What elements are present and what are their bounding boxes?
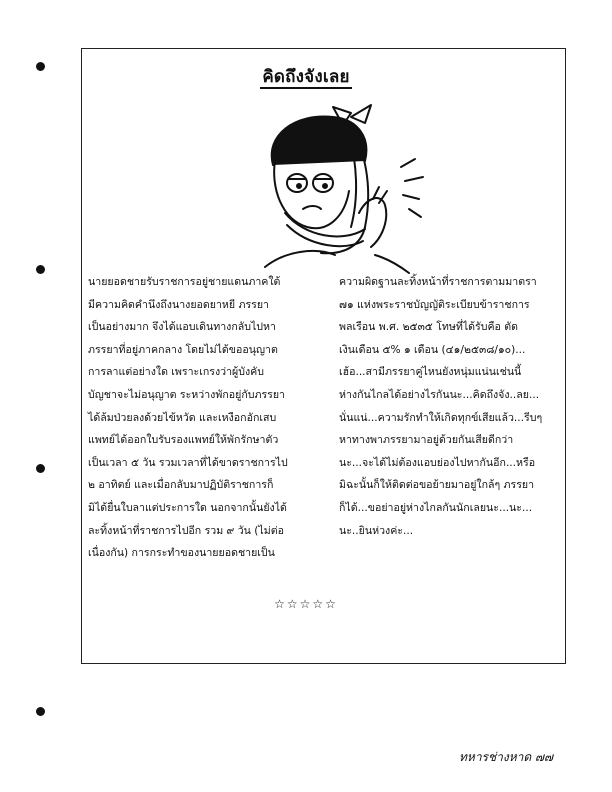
article-line: เฮ้อ...สามีภรรยาคู่ไหนยังหนุ่มแน่นเช่นนี้ — [339, 366, 522, 379]
article-line: ๗๑ แห่งพระราชบัญญัติระเบียบข้าราชการ — [339, 298, 530, 311]
article-line: ละทิ้งหน้าที่ราชการไปอีก รวม ๙ วัน (ไม่ต่อ — [88, 524, 284, 537]
article-line: มิฉะนั้นก็ให้ติดต่อขอย้ายมาอยู่ใกล้ๆ ภรรยา — [339, 479, 535, 492]
article-line: นายยอดชายรับราชการอยู่ชายแดนภาคใต้ — [88, 276, 281, 288]
article-line: ห่างกันไกลได้อย่างไรกันนะ...คิดถึงจัง..ลย... — [339, 388, 540, 401]
article-line: การลาแต่อย่างใด เพราะเกรงว่าผู้บังคับ — [88, 366, 264, 379]
article-line: ความผิดฐานละทิ้งหน้าที่ราชการตามมาตรา — [339, 276, 537, 288]
article-line: แพทย์ได้ออกใบรับรองแพทย์ให้พักรักษาตัว — [88, 434, 279, 447]
article-line: หาทางพาภรรยามาอยู่ด้วยกันเสียดีกว่า — [339, 434, 514, 447]
page-footer: ทหารช่างหาด ๗๗ — [459, 750, 554, 764]
article-left-column — [88, 271, 318, 565]
article-line: ก็ได้...ขอย่าอยู่ห่างไกลกันนักเลยนะ...นะ... — [339, 501, 533, 514]
article-line: เนื่องกัน) การกระทำของนายยอดชายเป็น — [88, 547, 275, 560]
binder-hole — [36, 464, 45, 473]
toothache-cartoon-icon — [225, 87, 445, 277]
article-line: มีความคิดคำนึงถึงนางยอดยาหยี ภรรยา — [88, 298, 269, 311]
article-line: มิได้ยื่นใบลาแต่ประการใด นอกจากนั้นยังได้ — [88, 501, 287, 514]
article-line: ภรรยาที่อยู่ภาคกลาง โดยไม่ได้ขออนุญาต — [88, 343, 278, 356]
binder-hole — [36, 707, 45, 716]
article-title — [0, 63, 612, 90]
article-line: นะ..ยินห่วงค่ะ... — [339, 524, 414, 537]
article-line: ๒ อาทิตย์ และเมื่อกลับมาปฏิบัติราชการก็ — [88, 479, 274, 492]
article-right-column — [339, 271, 563, 542]
article-line: นะ...จะได้ไม่ต้องแอบย่องไปหากันอีก...หรือ — [339, 456, 536, 469]
article-line: เป็นอย่างมาก จึงได้แอบเดินทางกลับไปหา — [88, 321, 276, 334]
binder-hole — [36, 265, 45, 274]
article-line: นั่นแน่...ความรักทำให้เกิดทุกข์เสียแล้ว...รีบๆ — [339, 411, 543, 424]
article-line: เงินเดือน ๕% ๑ เดือน (๔๑/๒๕๓๘/๑๐)... — [339, 343, 526, 356]
article-title-text: คิดถึงจังเลย — [262, 67, 350, 87]
article-line: บัญชาจะไม่อนุญาต ระหว่างพักอยู่กับภรรยา — [88, 388, 285, 401]
section-separator: ☆☆☆☆☆ — [274, 597, 338, 611]
article-line: พลเรือน พ.ศ. ๒๕๓๕ โทษที่ได้รับคือ ตัด — [339, 321, 519, 334]
article-line: ได้ล้มป่วยลงด้วยไข้หวัด และเหงือกอักเสบ — [88, 411, 277, 424]
article-line: เป็นเวลา ๕ วัน รวมเวลาที่ได้ขาดราชการไป — [88, 456, 288, 469]
